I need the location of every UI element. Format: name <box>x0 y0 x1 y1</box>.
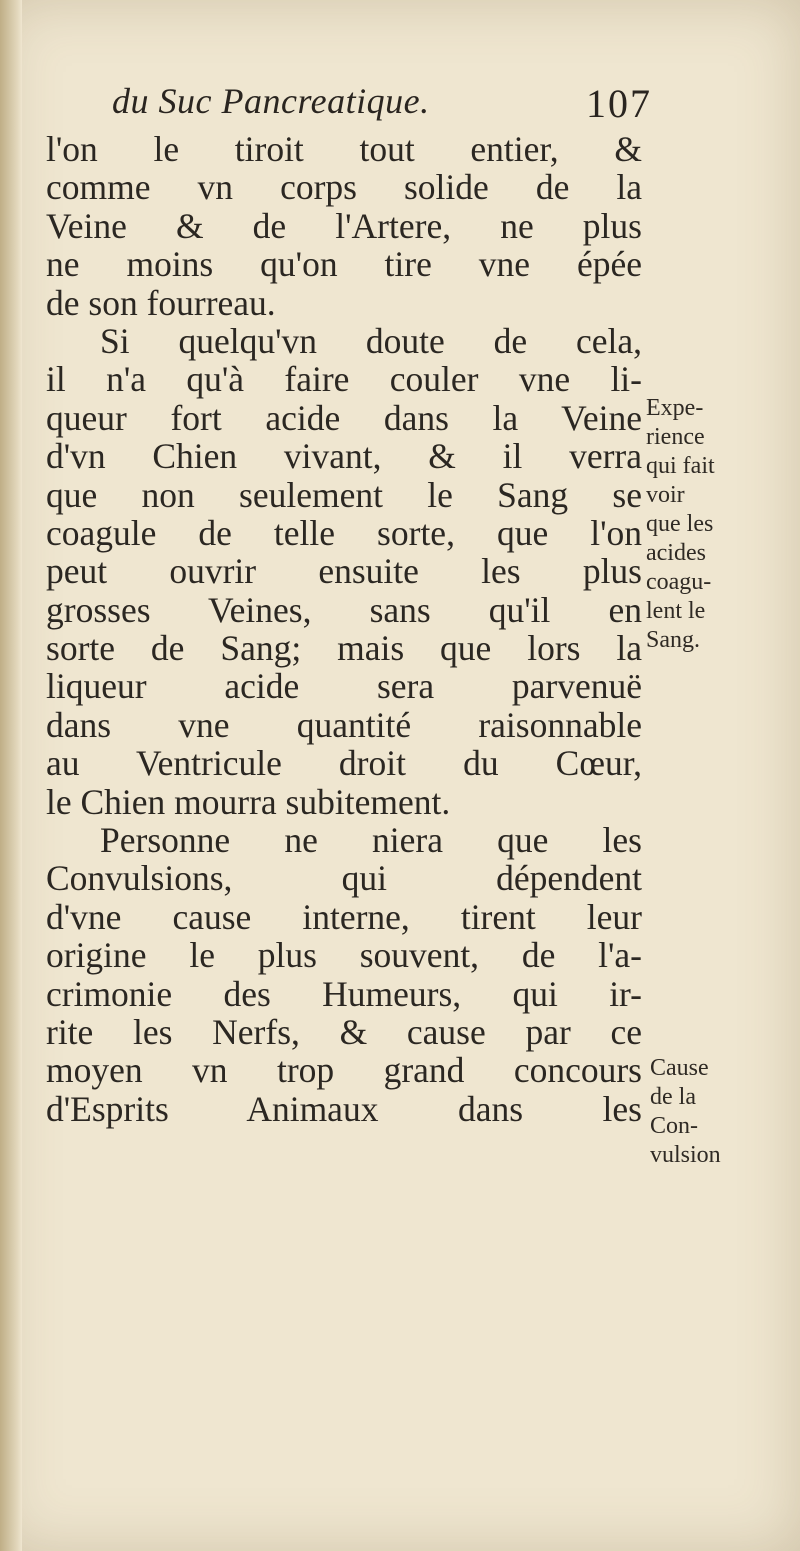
page-gutter <box>0 0 22 1551</box>
margin-note-line: qui fait <box>646 453 715 479</box>
text-line: moyen vn trop grand concours <box>46 1050 642 1091</box>
text-line: Convulsions, qui dépendent <box>46 858 642 899</box>
text-line: comme vn corps solide de la <box>46 167 642 208</box>
text-line: Si quelqu'vn doute de cela, <box>100 320 642 361</box>
text-line: sorte de Sang; mais que lors la <box>46 628 642 669</box>
margin-note-line: acides <box>646 540 706 566</box>
margin-note-line: Cause <box>650 1055 709 1081</box>
margin-note-line: lent le <box>646 598 706 624</box>
text-line: Personne ne niera que les <box>100 820 642 861</box>
text-line: l'on le tiroit tout entier, & <box>46 129 642 169</box>
margin-note-line: voir <box>646 482 685 508</box>
margin-note-experience <box>646 394 715 655</box>
margin-note-line: Sang. <box>646 627 700 653</box>
margin-note-line: que les <box>646 511 714 537</box>
margin-note-convulsion <box>650 1054 721 1170</box>
running-header <box>112 80 652 130</box>
text-line: d'vne cause interne, tirent leur <box>46 896 642 937</box>
text-line: d'Esprits Animaux dans les <box>46 1088 642 1129</box>
text-line: il n'a qu'à faire couler vne li- <box>46 359 642 400</box>
text-line: dans vne quantité raisonnable <box>46 704 642 745</box>
text-line: que non seulement le Sang se <box>46 474 642 515</box>
text-line: Veine & de l'Artere, ne plus <box>46 205 642 246</box>
margin-note-line: de la <box>650 1084 696 1110</box>
text-line: queur fort acide dans la Veine <box>46 397 642 438</box>
text-line: peut ouvrir ensuite les plus <box>46 551 642 592</box>
text-line: d'vn Chien vivant, & il verra <box>46 436 642 477</box>
margin-note-line: Con- <box>650 1113 698 1139</box>
text-line: au Ventricule droit du Cœur, <box>46 743 642 784</box>
running-title: du Suc Pancreatique. <box>112 81 430 121</box>
text-line: origine le plus souvent, de l'a- <box>46 935 642 976</box>
text-line: rite les Nerfs, & cause par ce <box>46 1011 642 1052</box>
margin-note-line: vulsion <box>650 1142 721 1168</box>
margin-note-line: Expe- <box>646 395 704 421</box>
text-line: crimonie des Humeurs, qui ir- <box>46 973 642 1014</box>
main-text-block <box>46 130 642 1128</box>
text-line: le Chien mourra subitement. <box>46 781 451 822</box>
text-line: grosses Veines, sans qu'il en <box>46 589 642 630</box>
margin-note-line: coagu- <box>646 569 712 595</box>
text-line: coagule de telle sorte, que l'on <box>46 512 642 553</box>
text-line: ne moins qu'on tire vne épée <box>46 244 642 285</box>
page-number: 107 <box>586 81 652 126</box>
margin-note-line: rience <box>646 424 705 450</box>
text-line: de son fourreau. <box>46 282 276 323</box>
text-line: liqueur acide sera parvenuë <box>46 666 642 707</box>
